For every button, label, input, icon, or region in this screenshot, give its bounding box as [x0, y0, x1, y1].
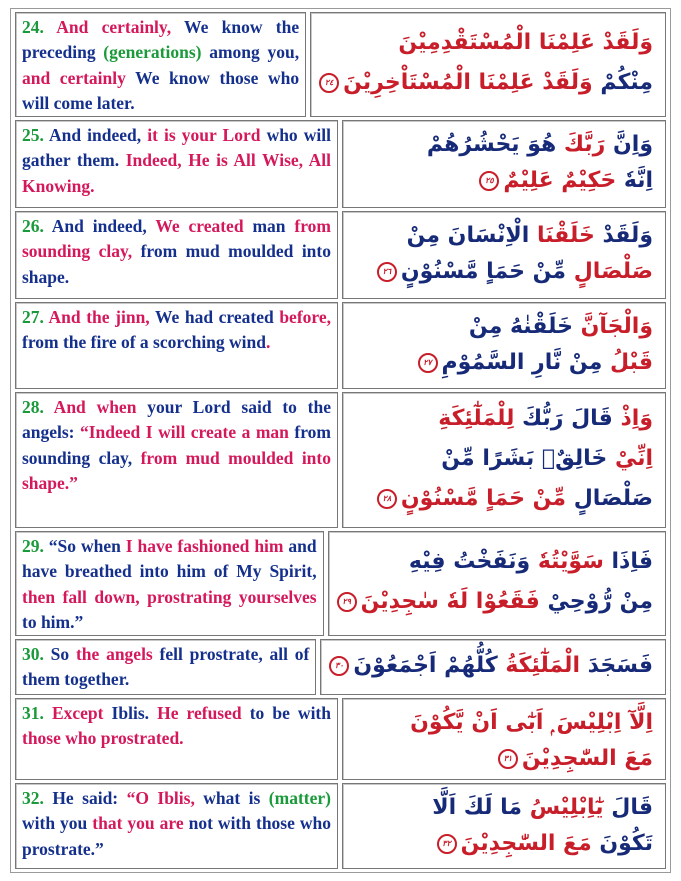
verse-number: 24.: [22, 17, 44, 37]
text-segment: مِّنْ حَمَاٍ مَّسْنُوْنٍ: [400, 486, 567, 511]
text-segment: وَلَقَدْ عَلِمْنَا الْمُسْتَاْخِرِيْنَ: [343, 70, 593, 95]
text-segment: We had created: [154, 307, 280, 327]
verse-end-mark-icon: ٢٤: [319, 73, 339, 93]
verse-end-mark-icon: ٢٥: [479, 171, 499, 191]
text-segment: before,: [279, 307, 331, 327]
text-segment: (generations): [103, 42, 202, 63]
text-segment: from sounding clay,: [22, 216, 332, 262]
text-segment: مِنْكُمْ: [592, 70, 653, 95]
text-segment: He refused: [157, 703, 250, 723]
text-segment: And indeed,: [43, 216, 156, 236]
arabic-text: [342, 302, 666, 389]
text-segment: So: [43, 644, 76, 664]
verse-end-mark-icon: ٣٢: [437, 834, 457, 854]
text-segment: to him.”: [22, 612, 84, 633]
text-segment: هُوَ يَحْشُرُهُمْ: [426, 132, 557, 157]
arabic-line: [351, 163, 653, 199]
verse-24: [15, 12, 666, 117]
text-segment: مَعَ السّٰجِدِيْنَ: [460, 831, 592, 856]
text-segment: وَاِنَّ: [605, 132, 653, 157]
text-segment: not with those who prostrate.”: [22, 813, 331, 859]
text-segment: And indeed,: [43, 125, 148, 145]
english-translation: [15, 783, 338, 869]
verse-number: 31.: [22, 703, 44, 723]
arabic-text: [328, 531, 666, 636]
english-translation: [15, 698, 338, 780]
arabic-text: [342, 783, 666, 869]
arabic-text: [342, 698, 666, 780]
text-segment: the angels: [75, 644, 160, 664]
text-segment: حَكِيْمٌ عَلِيْمٌ: [503, 168, 617, 193]
verse-end-mark-icon: ٢٨: [377, 489, 397, 509]
verse-number: 29.: [22, 536, 44, 556]
text-segment: And certainly,: [43, 17, 185, 37]
text-segment: وَالْجَآنَّ: [572, 314, 653, 339]
arabic-line: [351, 479, 653, 519]
text-segment: what is: [203, 788, 269, 808]
text-segment: قَالَ: [603, 795, 653, 820]
text-segment: to be with: [249, 703, 331, 723]
text-segment: اَبٰٓى اَنْ يَّكُوْنَ: [410, 710, 544, 735]
arabic-line: [351, 218, 653, 254]
arabic-line: [337, 542, 653, 582]
text-segment: those who prostrated.: [22, 728, 184, 749]
english-translation: [15, 531, 324, 636]
text-segment: قَالَ رَبُّكَ: [514, 406, 613, 431]
text-segment: وَلَقَدْ عَلِمْنَا الْمُسْتَقْدِمِيْنَ: [398, 30, 653, 55]
verse-end-mark-icon: ٢٧: [418, 353, 438, 373]
text-segment: and have breathed into him of My Spirit,: [22, 536, 317, 582]
text-segment: مِّنْ حَمَاٍ مَّسْنُوْنٍ: [400, 259, 567, 284]
arabic-line: [351, 399, 653, 439]
text-segment: اِنَّهٗ: [616, 168, 653, 193]
text-segment: Iblis.: [111, 703, 158, 723]
verse-number: 27.: [22, 307, 44, 327]
text-segment: then fall down, prostrating yourselves: [22, 586, 317, 607]
arabic-text: [342, 392, 666, 528]
arabic-line: [351, 345, 653, 381]
text-segment: (matter): [268, 788, 331, 808]
verse-26: [15, 211, 666, 299]
text-segment: .: [266, 332, 271, 353]
text-segment: وَاِذْ: [612, 406, 653, 431]
text-segment: from mud moulded into shape.: [22, 241, 331, 287]
verse-end-mark-icon: ٣٠: [329, 656, 349, 676]
text-segment: خَلَقْنٰهُ مِنْ: [468, 314, 573, 339]
text-segment: the jinn,: [86, 307, 155, 327]
text-segment: تَكُوْنَ: [591, 831, 653, 856]
english-translation: [15, 211, 338, 299]
text-segment: كُلُّهُمْ اَجْمَعُوْنَ: [353, 653, 498, 678]
arabic-line: [319, 23, 653, 63]
arabic-text: [310, 12, 666, 117]
text-segment: “O Iblis,: [126, 788, 204, 808]
text-segment: اِلَّآ اِبْلِيْسَ ۭ: [543, 710, 653, 735]
text-segment: your Lord: [147, 397, 242, 417]
verse-number: 28.: [22, 397, 44, 417]
text-segment: And: [43, 307, 87, 327]
text-segment: الْاِنْسَانَ مِنْ: [406, 223, 530, 248]
arabic-text: [342, 120, 666, 208]
verse-end-mark-icon: ٢٩: [337, 592, 357, 612]
arabic-line: [351, 127, 653, 163]
text-segment: from mud moulded into shape.”: [22, 447, 331, 494]
text-segment: man: [252, 216, 295, 236]
arabic-line: [319, 63, 653, 103]
arabic-line: [351, 254, 653, 290]
text-segment: “Indeed I will create: [80, 422, 242, 443]
text-segment: سَوَّيْتُهٗ: [530, 549, 604, 574]
text-segment: who will gather them.: [22, 125, 331, 171]
english-translation: [15, 120, 338, 208]
text-segment: خَلَقْنَا: [529, 223, 595, 248]
text-segment: صَلْصَالٍ: [566, 486, 653, 511]
arabic-line: [351, 309, 653, 345]
text-segment: He said:: [43, 788, 127, 808]
verse-29: [15, 531, 666, 636]
text-segment: فَقَعُوْا لَهٗ سٰجِدِيْنَ: [360, 589, 540, 614]
text-segment: We know those who will come later.: [22, 67, 300, 114]
text-segment: and certainly: [22, 67, 136, 88]
text-segment: among you,: [201, 42, 300, 63]
text-segment: “So when: [43, 536, 126, 556]
text-segment: اِنِّيْ: [607, 446, 653, 471]
text-segment: And when: [43, 397, 148, 417]
verse-28: [15, 392, 666, 528]
text-segment: فَاِذَا: [603, 549, 653, 574]
verse-translation-sheet: [10, 8, 671, 873]
text-segment: فَسَجَدَ: [579, 653, 653, 678]
text-segment: Indeed, He is All Wise, All Knowing.: [22, 150, 331, 196]
text-segment: قَبْلُ: [602, 350, 653, 375]
english-translation: [15, 12, 306, 117]
arabic-line: [351, 826, 653, 862]
text-segment: fell prostrate, all of them together.: [22, 644, 310, 690]
arabic-text: [320, 639, 666, 695]
text-segment: مِنْ رُّوْحِيْ: [539, 589, 653, 614]
text-segment: a man: [241, 422, 295, 443]
text-segment: مَا لَكَ اَلَّا: [432, 795, 523, 820]
english-translation: [15, 302, 338, 389]
verse-30: [15, 639, 666, 695]
text-segment: We created: [155, 216, 253, 236]
text-segment: Except: [43, 703, 112, 723]
text-segment: وَنَفَخْتُ فِيْهِ: [408, 549, 531, 574]
text-segment: مَعَ السّٰجِدِيْنَ: [521, 746, 653, 771]
text-segment: الْمَلٰٓئِكَةُ: [497, 653, 580, 678]
verse-end-mark-icon: ٣١: [498, 749, 518, 769]
text-segment: from sounding clay,: [22, 422, 332, 468]
english-translation: [15, 639, 316, 695]
text-segment: لِلْمَلٰٓئِكَةِ: [438, 406, 515, 431]
verse-end-mark-icon: ٢٦: [377, 262, 397, 282]
arabic-line: [351, 705, 653, 741]
text-segment: يٰٓاِبْلِيْسُ: [522, 795, 604, 820]
text-segment: that you are: [92, 813, 189, 834]
text-segment: I have fashioned him: [125, 536, 289, 556]
verse-number: 30.: [22, 644, 44, 664]
arabic-line: [351, 790, 653, 826]
arabic-line: [337, 582, 653, 622]
text-segment: صَلْصَالٍ: [566, 259, 653, 284]
text-segment: وَلَقَدْ: [594, 223, 653, 248]
text-segment: said to the angels:: [22, 397, 332, 443]
verse-32: [15, 783, 666, 869]
verse-27: [15, 302, 666, 389]
text-segment: from the fire of a scorching wind: [22, 332, 267, 353]
text-segment: رَبَّكَ: [556, 132, 606, 157]
arabic-line: [351, 741, 653, 777]
arabic-text: [342, 211, 666, 299]
text-segment: it is your Lord: [147, 125, 267, 145]
text-segment: with you: [22, 813, 93, 834]
arabic-line: [351, 439, 653, 479]
english-translation: [15, 392, 338, 528]
text-segment: We know the preceding: [22, 17, 300, 63]
verse-number: 26.: [22, 216, 44, 236]
text-segment: خَالِقٌۢ بَشَرًا مِّنْ: [441, 446, 608, 471]
verse-31: [15, 698, 666, 780]
verse-25: [15, 120, 666, 208]
text-segment: مِنْ نَّارِ السَّمُوْمِ: [441, 350, 603, 375]
verse-number: 25.: [22, 125, 44, 145]
arabic-line: [329, 648, 653, 684]
verse-number: 32.: [22, 788, 44, 808]
